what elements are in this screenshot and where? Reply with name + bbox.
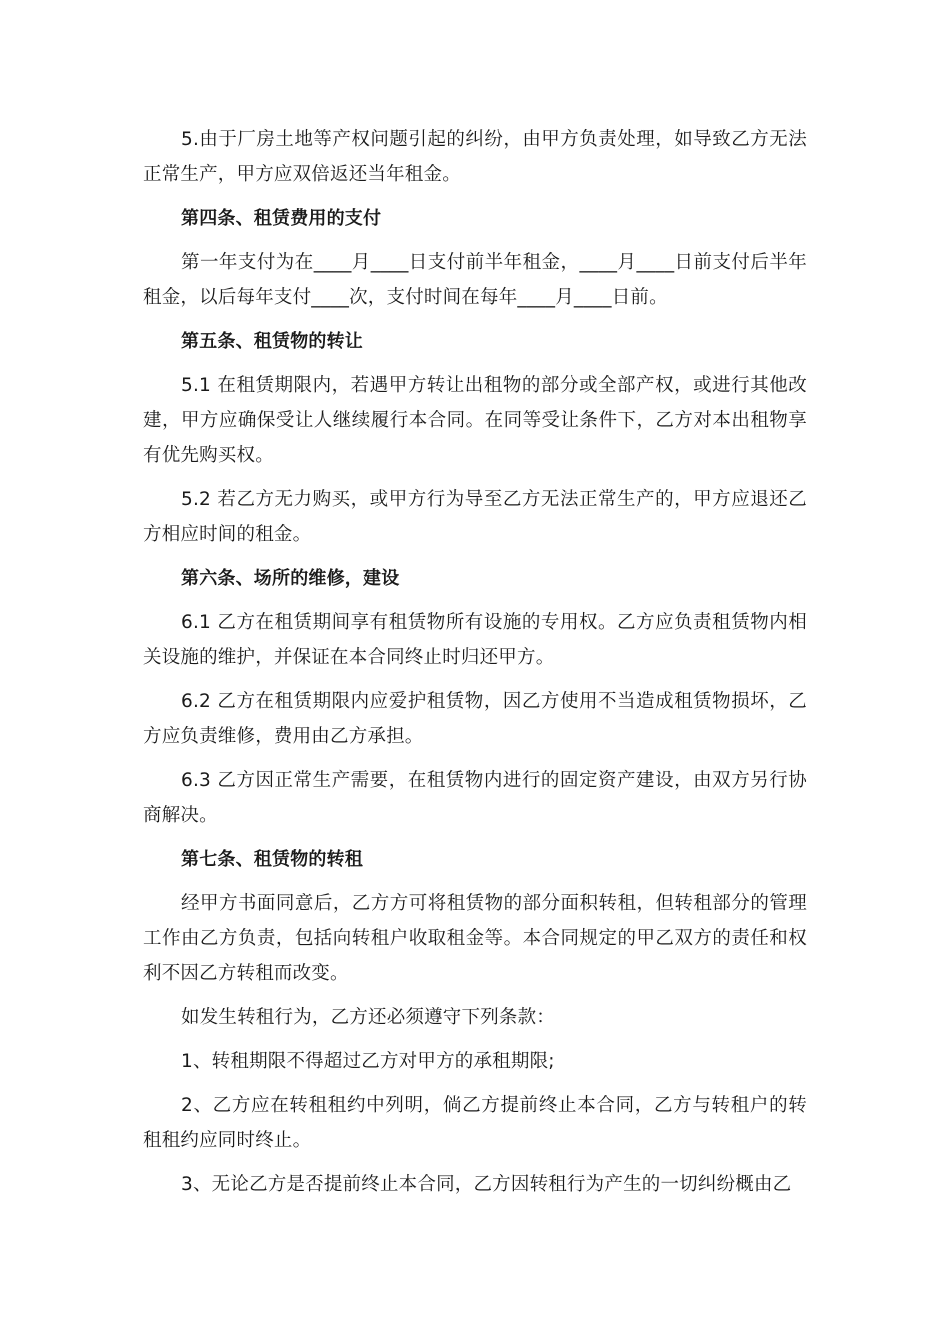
paragraph-clause-6-2: 6.2 乙方在租赁期限内应爱护租赁物，因乙方使用不当造成租赁物损坏，乙方应负责维修，费用由乙方承担。	[143, 691, 807, 747]
heading-article-7: 第七条、租赁物的转租	[181, 849, 363, 870]
paragraph-clause-6-1: 6.1 乙方在租赁期间享有租赁物所有设施的专用权。乙方应负责租赁物内相关设施的维护，并保证在本合同终止时归还甲方。	[143, 612, 807, 668]
paragraph-sublease-consent: 经甲方书面同意后，乙方方可将租赁物的部分面积转租，但转租部分的管理工作由乙方负责，包括向转租户收取租金等。本合同规定的甲乙双方的责任和权利不因乙方转租而改变。	[143, 893, 807, 984]
paragraph-clause-6-3: 6.3 乙方因正常生产需要，在租赁物内进行的固定资产建设，由双方另行协商解决。	[143, 770, 807, 826]
paragraph-clause-3-5: 5.由于厂房土地等产权问题引起的纠纷，由甲方负责处理，如导致乙方无法正常生产，甲方应双倍返还当年租金。	[143, 129, 807, 185]
heading-article-5: 第五条、租赁物的转让	[181, 331, 363, 352]
paragraph-sublease-term-1: 1、转租期限不得超过乙方对甲方的承租期限;	[181, 1051, 555, 1072]
paragraph-sublease-term-3: 3、无论乙方是否提前终止本合同，乙方因转租行为产生的一切纠纷概由乙	[181, 1174, 792, 1195]
paragraph-payment-schedule: 第一年支付为在____月____日支付前半年租金，____月____日前支付后半年租金，以后每年支付____次，支付时间在每年____月____日前。	[143, 252, 807, 308]
paragraph-clause-5-1: 5.1 在租赁期限内，若遇甲方转让出租物的部分或全部产权，或进行其他改建，甲方应确保受让人继续履行本合同。在同等受让条件下，乙方对本出租物享有优先购买权。	[143, 375, 807, 466]
paragraph-sublease-term-2: 2、乙方应在转租租约中列明，倘乙方提前终止本合同，乙方与转租户的转租租约应同时终止。	[143, 1095, 807, 1151]
heading-article-6: 第六条、场所的维修，建设	[181, 568, 400, 589]
paragraph-clause-5-2: 5.2 若乙方无力购买，或甲方行为导至乙方无法正常生产的，甲方应退还乙方相应时间的租金。	[143, 489, 807, 545]
paragraph-sublease-terms-intro: 如发生转租行为，乙方还必须遵守下列条款：	[181, 1007, 556, 1028]
document-page	[143, 122, 807, 1211]
heading-article-4: 第四条、租赁费用的支付	[181, 208, 382, 229]
